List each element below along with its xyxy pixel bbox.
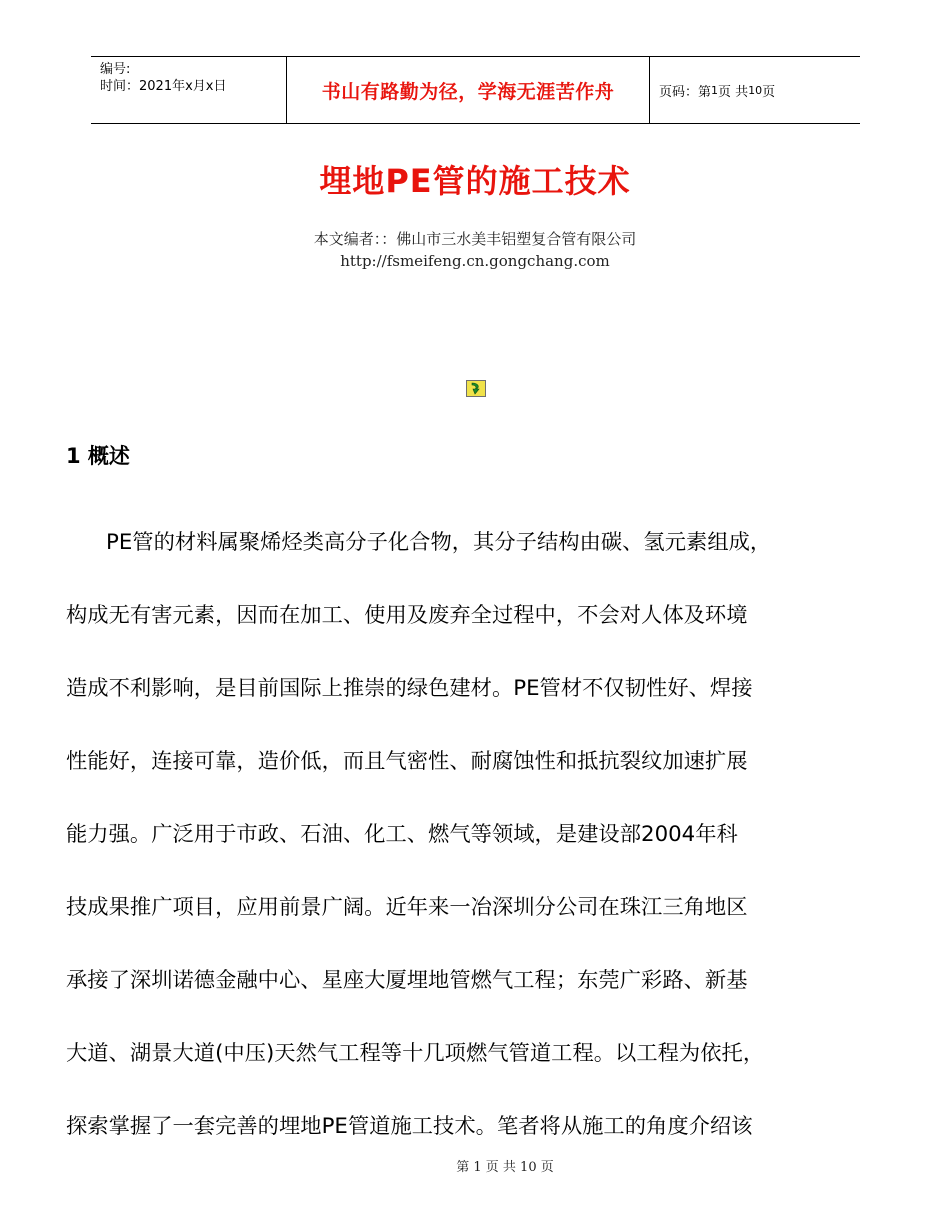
body-line: 大道、湖景大道(中压)天然气工程等十几项燃气管道工程。以工程为依托，	[66, 1041, 765, 1066]
body-line: 造成不利影响，是目前国际上推崇的绿色建材。PE管材不仅韧性好、焊接	[66, 676, 753, 701]
document-number-label: 编号:	[100, 62, 131, 77]
body-line: 技成果推广项目，应用前景广阔。近年来一冶深圳分公司在珠江三角地区	[66, 895, 748, 920]
page-number: 1	[711, 83, 719, 97]
body-line: 探索掌握了一套完善的埋地PE管道施工技术。笔者将从施工的角度介绍该	[66, 1114, 753, 1139]
header-page-info	[650, 57, 860, 123]
body-paragraph	[66, 506, 884, 1163]
body-line: 能力强。广泛用于市政、石油、化工、燃气等领域，是建设部2004年科	[66, 822, 738, 847]
body-line: 承接了深圳诺德金融中心、星座大厦埋地管燃气工程；东莞广彩路、新基	[66, 968, 748, 993]
document-title: 埋地PE管的施工技术	[319, 162, 631, 200]
page-label: 页码：第	[659, 84, 712, 100]
author-line: 本文编者：：佛山市三水美丰铝塑复合管有限公司	[313, 230, 637, 248]
document-header	[91, 56, 860, 124]
document-time-label: 时间：2021年x月x日	[100, 79, 227, 94]
body-line: 构成无有害元素，因而在加工、使用及废弃全过程中，不会对人体及环境	[66, 603, 748, 628]
body-line: PE管的材料属聚烯烃类高分子化合物，其分子结构由碳、氢元素组成，	[106, 530, 772, 555]
page-mid: 页 共	[718, 84, 749, 100]
page-end: 页	[762, 84, 776, 100]
header-meta	[91, 57, 287, 123]
header-motto: 书山有路勤为径，学海无涯苦作舟	[287, 57, 650, 123]
hyperlink-arrow-icon[interactable]	[466, 380, 486, 397]
page-total: 10	[748, 83, 763, 97]
source-url[interactable]: http://fsmeifeng.cn.gongchang.com	[340, 252, 610, 270]
section-heading: 1 概述	[66, 444, 130, 468]
body-line: 性能好，连接可靠，造价低，而且气密性、耐腐蚀性和抵抗裂纹加速扩展	[66, 749, 748, 774]
page-footer: 第 1 页 共 10 页	[456, 1160, 554, 1175]
